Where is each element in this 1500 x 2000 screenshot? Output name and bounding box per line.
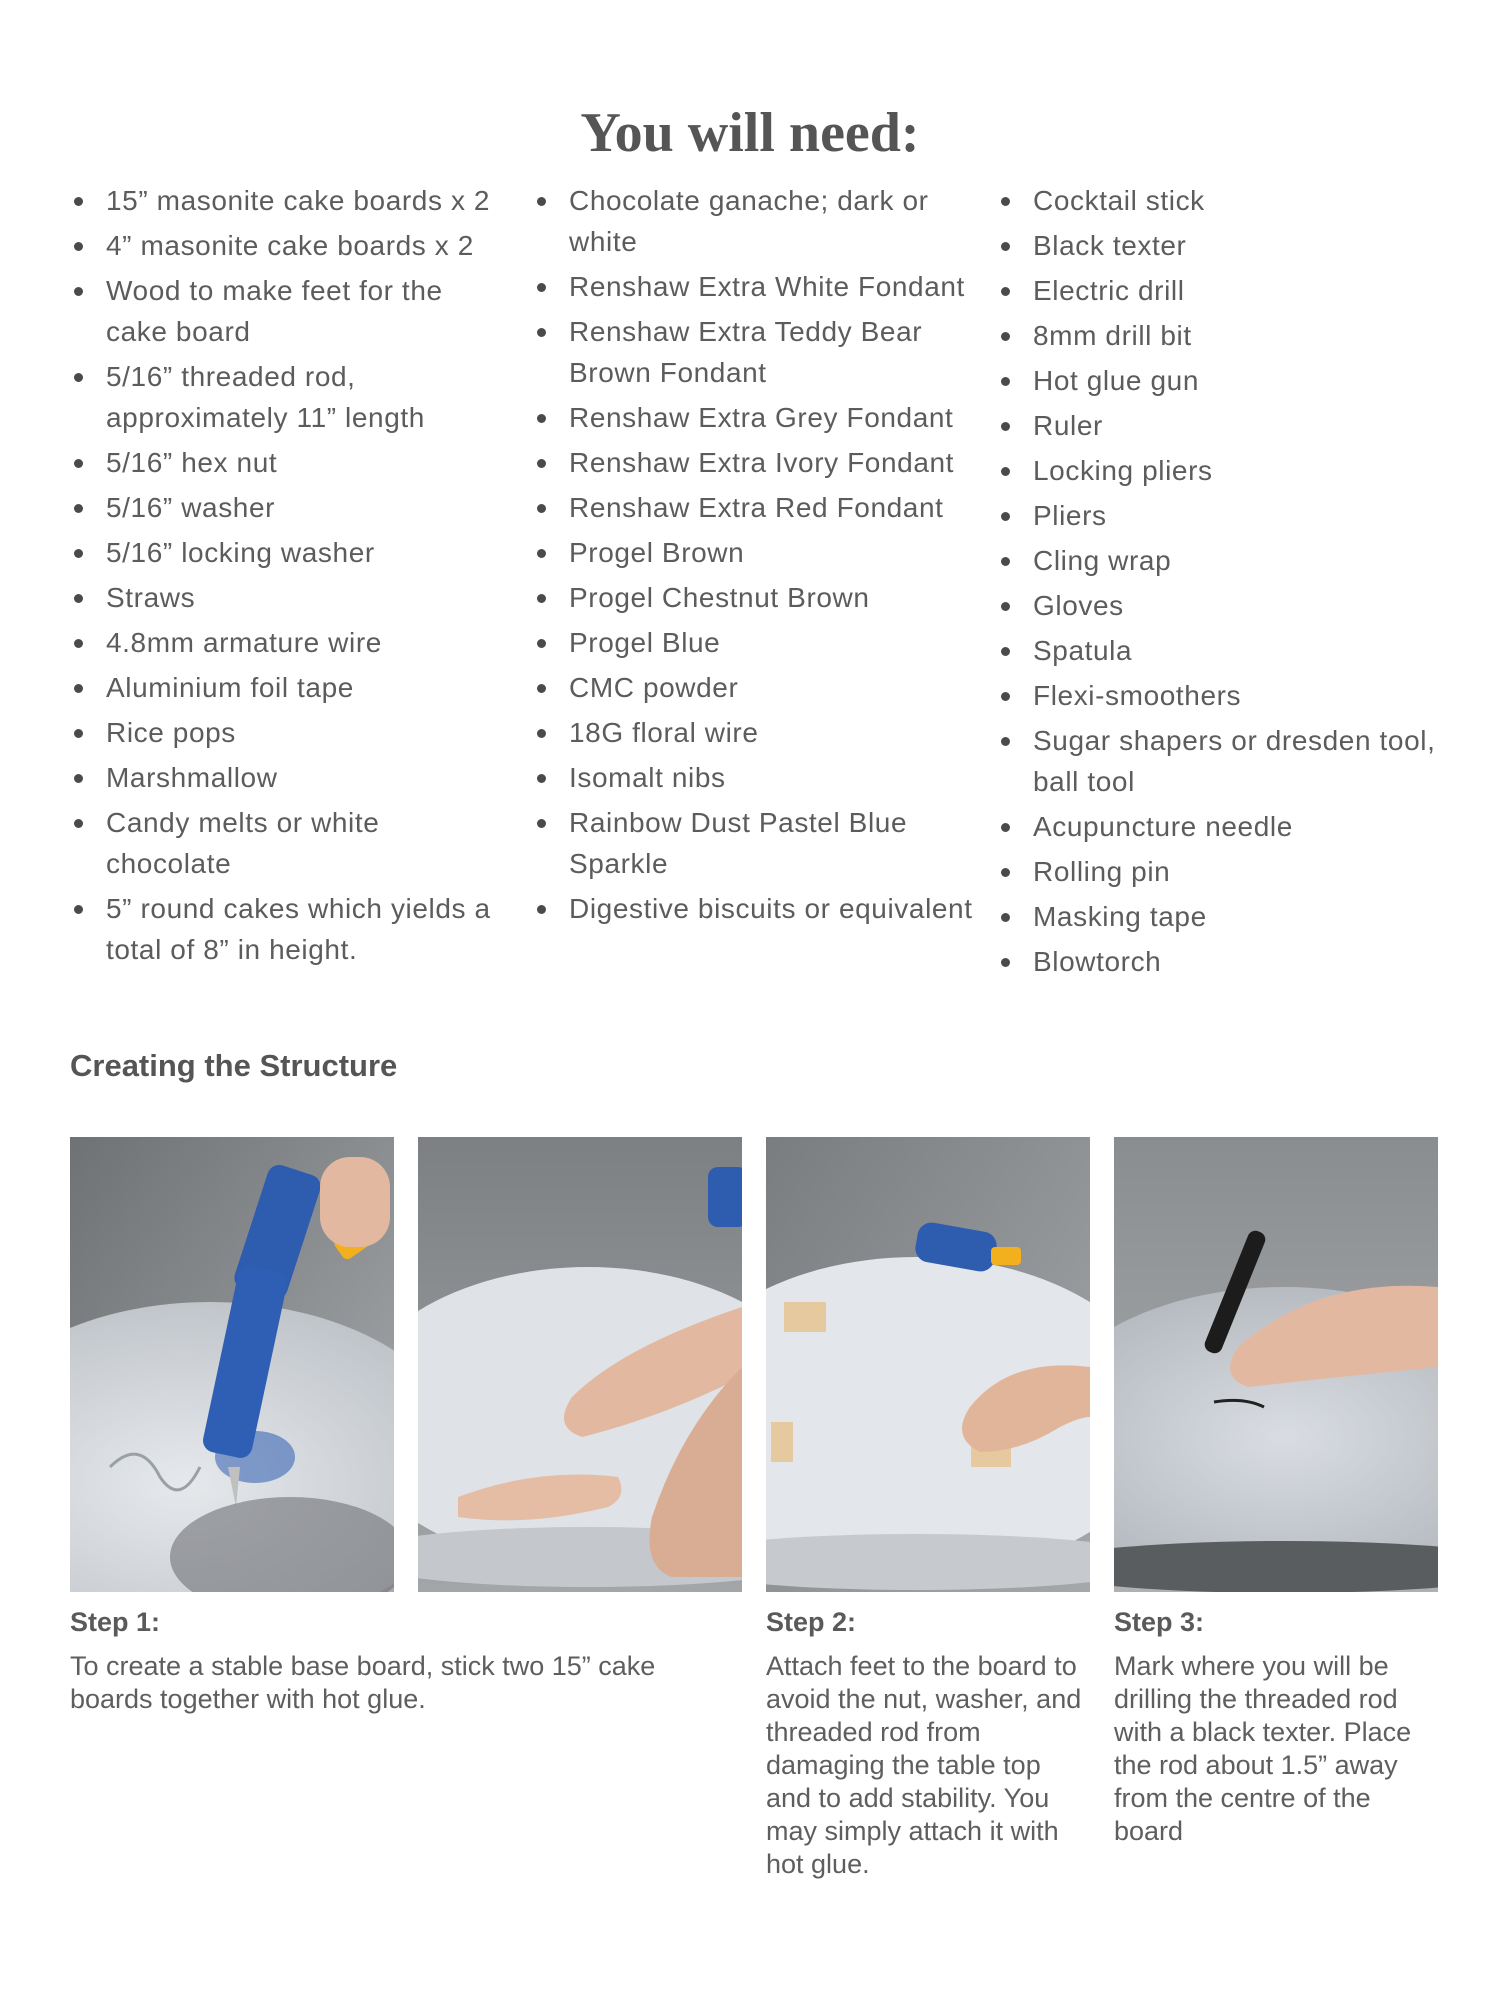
supply-list-item: Blowtorch (997, 941, 1437, 982)
pressing-board-photo-illustration (418, 1137, 742, 1592)
supply-list-item: Flexi-smoothers (997, 675, 1437, 716)
supply-list-column-2 (533, 180, 973, 933)
supply-list-item: Rice pops (70, 712, 510, 753)
supply-list-item: Digestive biscuits or equivalent (533, 888, 973, 929)
supply-list-item: 5” round cakes which yields a total of 8” in height. (70, 888, 510, 970)
supply-list-item: Rainbow Dust Pastel Blue Sparkle (533, 802, 973, 884)
supply-list-item: 5/16” washer (70, 487, 510, 528)
supply-list-item: Acupuncture needle (997, 806, 1437, 847)
step-2-text: Attach feet to the board to avoid the nut, washer, and threaded rod from damaging the table top and to add stability. You may simply attach it with hot glue. (766, 1651, 1082, 1879)
supply-list-item: Cling wrap (997, 540, 1437, 581)
step-2-label: Step 2: (766, 1607, 857, 1637)
supply-list-item: Straws (70, 577, 510, 618)
photo-hands-pressing-board (418, 1137, 742, 1592)
supply-list-item: 15” masonite cake boards x 2 (70, 180, 510, 221)
attaching-feet-photo-illustration (766, 1137, 1090, 1592)
supply-list-item: 5/16” locking washer (70, 532, 510, 573)
supply-list-item: Progel Brown (533, 532, 973, 573)
supply-list-item: Progel Blue (533, 622, 973, 663)
supply-list-item: Marshmallow (70, 757, 510, 798)
supply-list-column-1 (70, 180, 510, 974)
glue-gun-photo-illustration (70, 1137, 394, 1592)
supply-list-item: Hot glue gun (997, 360, 1437, 401)
supply-list-item: Rolling pin (997, 851, 1437, 892)
supply-list-item: Chocolate ganache; dark or white (533, 180, 973, 262)
supply-list-item: Locking pliers (997, 450, 1437, 491)
photo-marking-texter (1114, 1137, 1438, 1592)
supply-list-item: Renshaw Extra Teddy Bear Brown Fondant (533, 311, 973, 393)
step-3-label: Step 3: (1114, 1607, 1205, 1637)
supply-list-item: Renshaw Extra White Fondant (533, 266, 973, 307)
supply-list-item: 4.8mm armature wire (70, 622, 510, 663)
supply-list-item: Sugar shapers or dresden tool, ball tool (997, 720, 1437, 802)
supply-list-item: Progel Chestnut Brown (533, 577, 973, 618)
supply-list-item: Black texter (997, 225, 1437, 266)
supply-list-item: Renshaw Extra Ivory Fondant (533, 442, 973, 483)
supply-list-item: Masking tape (997, 896, 1437, 937)
supply-list-item: Spatula (997, 630, 1437, 671)
photo-glue-gun (70, 1137, 394, 1592)
marking-texter-photo-illustration (1114, 1137, 1438, 1592)
supply-list-item: Renshaw Extra Grey Fondant (533, 397, 973, 438)
supply-list-item: Candy melts or white chocolate (70, 802, 510, 884)
supply-list-item: Renshaw Extra Red Fondant (533, 487, 973, 528)
step-1-text: To create a stable base board, stick two 15” cake boards together with hot glue. (70, 1651, 656, 1714)
supply-list-item: 5/16” hex nut (70, 442, 510, 483)
supply-list-item: Wood to make feet for the cake board (70, 270, 510, 352)
section-heading: Creating the Structure (70, 1048, 398, 1083)
photo-attaching-feet (766, 1137, 1090, 1592)
supply-list-item: Gloves (997, 585, 1437, 626)
supply-list-column-3 (997, 180, 1437, 986)
supply-list-item: 18G floral wire (533, 712, 973, 753)
step-1-label: Step 1: (70, 1607, 161, 1637)
page-title: You will need: (580, 102, 920, 164)
supply-list-item: Isomalt nibs (533, 757, 973, 798)
step-3-text: Mark where you will be drilling the threaded rod with a black texter. Place the rod about 1.5” away from the centre of the board (1114, 1651, 1412, 1846)
supply-list-item: Aluminium foil tape (70, 667, 510, 708)
supply-list-item: CMC powder (533, 667, 973, 708)
supply-list-item: Ruler (997, 405, 1437, 446)
supply-list-item: Pliers (997, 495, 1437, 536)
supply-list-item: Electric drill (997, 270, 1437, 311)
supply-list-item: 4” masonite cake boards x 2 (70, 225, 510, 266)
supply-list-item: Cocktail stick (997, 180, 1437, 221)
supply-list-item: 8mm drill bit (997, 315, 1437, 356)
supply-list-item: 5/16” threaded rod, approximately 11” length (70, 356, 510, 438)
